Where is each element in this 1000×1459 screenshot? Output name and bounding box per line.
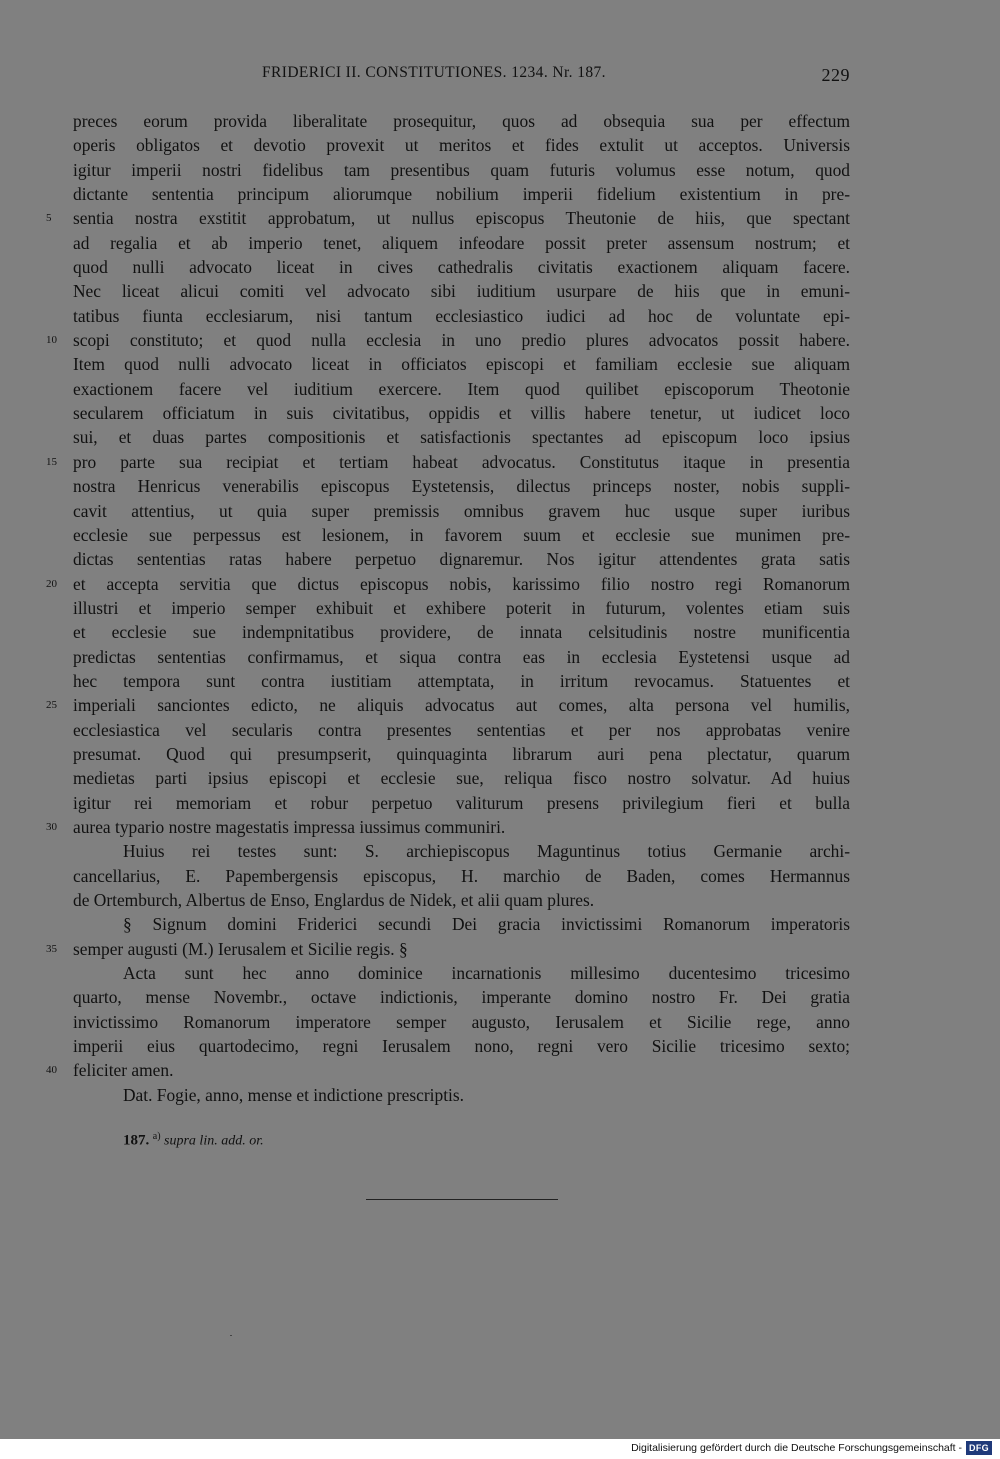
line-text: feliciter amen. bbox=[73, 1060, 174, 1081]
line-text: sentia nostra exstitit approbatum, ut nullus episcopus Theutonie de hiis, que spectant bbox=[73, 208, 850, 229]
line-number: 30 bbox=[46, 820, 57, 833]
text-line bbox=[46, 1058, 850, 1082]
text-line bbox=[73, 279, 850, 303]
text-line bbox=[73, 474, 850, 498]
line-text: nostra Henricus venerabilis episcopus Eystetensis, dilectus princeps noster, nobis suppli- bbox=[73, 476, 850, 497]
line-number: 40 bbox=[46, 1064, 57, 1077]
scan-speck bbox=[230, 1335, 232, 1336]
line-text: quod nulli advocato liceat in cives cathedralis civitatis exactionem aliquam facere. bbox=[73, 257, 850, 278]
text-line bbox=[73, 596, 850, 620]
line-text: exactionem facere vel iuditium exercere. Item quod quilibet episcoporum Theotonie bbox=[73, 378, 850, 399]
text-line bbox=[73, 255, 850, 279]
text-line bbox=[73, 766, 850, 790]
line-text: preces eorum provida liberalitate prosequitur, quos ad obsequia sua per effectum bbox=[73, 111, 850, 131]
text-line bbox=[46, 693, 850, 717]
text-line bbox=[73, 377, 850, 401]
text-line bbox=[73, 425, 850, 449]
text-line bbox=[73, 864, 850, 888]
footnote-text: supra lin. add. or. bbox=[164, 1133, 264, 1149]
text-line bbox=[73, 499, 850, 523]
line-text: operis obligatos et devotio provexit ut meritos et fides extulit ut acceptos. Universis bbox=[73, 135, 850, 156]
line-text: ecclesiastica vel secularis contra presentes sententias et per nos approbatas venire bbox=[73, 719, 850, 740]
text-line bbox=[73, 523, 850, 547]
line-text: ecclesie sue perpessus est lesionem, in favorem suum et ecclesie sue munimen pre- bbox=[73, 524, 850, 545]
text-line bbox=[73, 1083, 850, 1107]
footnote-mark: a) bbox=[152, 1131, 161, 1142]
footnote bbox=[123, 1131, 264, 1150]
text-line bbox=[73, 158, 850, 182]
line-text: illustri et imperio semper exhibuit et exhibere poterit in futurum, volentes etiam suis bbox=[73, 597, 850, 618]
line-text: predictas sententias confirmamus, et siqua contra eas in ecclesia Eystetensi usque ad bbox=[73, 646, 850, 667]
line-number: 20 bbox=[46, 577, 57, 590]
line-text: et ecclesie sue indempnitatibus providere, de innata celsitudinis nostre munificentia bbox=[73, 622, 850, 643]
line-text: pro parte sua recipiat et tertiam habeat advocatus. Constitutus itaque in presentia bbox=[73, 451, 850, 472]
text-line bbox=[73, 1034, 850, 1058]
line-text: tatibus fiunta ecclesiarum, nisi tantum ecclesiastico iudici ad hoc de voluntate epi- bbox=[73, 305, 850, 326]
line-text: imperiali sanciontes edicto, ne aliquis advocatus aut comes, alta persona vel humilis, bbox=[73, 695, 850, 716]
line-text: igitur imperii nostri fidelibus tam presentibus quam futuris volumus esse notum, quod bbox=[73, 159, 850, 180]
dfg-logo-icon: DFG bbox=[966, 1441, 992, 1455]
text-line bbox=[73, 231, 850, 255]
document-body bbox=[46, 109, 850, 1107]
line-text: hec tempora sunt contra iustitiam attemptata, in irritum revocamus. Statuentes et bbox=[73, 670, 850, 691]
line-text: cavit attentius, ut quia super premissis omnibus gravem huc usque super iuribus bbox=[73, 500, 850, 521]
line-text: scopi constituto; et quod nulla ecclesia in uno predio plures advocatos possit habere. bbox=[73, 330, 850, 351]
page-header bbox=[0, 64, 1000, 88]
text-line bbox=[73, 1010, 850, 1034]
line-number: 35 bbox=[46, 942, 57, 955]
text-line bbox=[73, 985, 850, 1009]
line-text: secularem officiatum in suis civitatibus, oppidis et villis habere tenetur, ut iudicet loco bbox=[73, 403, 850, 424]
line-text: quarto, mense Novembr., octave indictionis, imperante domino nostro Fr. Dei gratia bbox=[73, 987, 850, 1008]
footer-bar bbox=[0, 1439, 1000, 1459]
text-line bbox=[73, 133, 850, 157]
text-line bbox=[46, 328, 850, 352]
text-line bbox=[73, 839, 850, 863]
text-line bbox=[73, 401, 850, 425]
line-number: 10 bbox=[46, 334, 57, 347]
text-line bbox=[73, 645, 850, 669]
line-text: dictas sententias ratas habere perpetuo dignaremur. Nos igitur attendentes grata satis bbox=[73, 549, 850, 570]
text-line bbox=[73, 742, 850, 766]
text-line bbox=[73, 888, 850, 912]
text-line bbox=[46, 206, 850, 230]
text-line bbox=[73, 718, 850, 742]
text-line bbox=[73, 547, 850, 571]
running-title: FRIDERICI II. CONSTITUTIONES. 1234. Nr. 187. bbox=[262, 64, 606, 81]
line-text: sui, et duas partes compositionis et satisfactionis spectantes ad episcopum loco ipsius bbox=[73, 427, 850, 448]
line-number: 15 bbox=[46, 455, 57, 468]
line-number: 5 bbox=[46, 212, 52, 225]
text-line bbox=[73, 352, 850, 376]
line-text: semper augusti (M.) Ierusalem et Sicilie regis. § bbox=[73, 938, 408, 959]
line-text: § Signum domini Friderici secundi Dei gracia invictissimi Romanorum imperatoris bbox=[123, 914, 850, 935]
text-line bbox=[73, 961, 850, 985]
line-text: dictante sententia principum aliorumque nobilium imperii fidelium existentium in pre- bbox=[73, 184, 850, 205]
text-line bbox=[46, 815, 850, 839]
line-text: Huius rei testes sunt: S. archiepiscopus Maguntinus totius Germanie archi- bbox=[123, 841, 850, 862]
line-number: 25 bbox=[46, 699, 57, 712]
divider-rule bbox=[366, 1199, 558, 1200]
funding-credit: Digitalisierung gefördert durch die Deutsche Forschungsgemeinschaft - bbox=[631, 1442, 962, 1454]
text-line bbox=[46, 572, 850, 596]
footnote-number: 187. bbox=[123, 1132, 150, 1149]
line-text: aurea typario nostre magestatis impressa iussimus communiri. bbox=[73, 816, 506, 837]
line-text: invictissimo Romanorum imperatore semper augusto, Ierusalem et Sicilie rege, anno bbox=[73, 1011, 850, 1032]
text-line bbox=[46, 937, 850, 961]
text-line bbox=[73, 791, 850, 815]
text-line bbox=[73, 620, 850, 644]
text-line bbox=[73, 109, 850, 133]
line-text: Acta sunt hec anno dominice incarnationis millesimo ducentesimo tricesimo bbox=[123, 963, 850, 984]
text-line bbox=[46, 450, 850, 474]
line-text: cancellarius, E. Papembergensis episcopus, H. marchio de Baden, comes Hermannus bbox=[73, 865, 850, 886]
line-text: Dat. Fogie, anno, mense et indictione prescriptis. bbox=[123, 1084, 464, 1105]
line-text: Nec liceat alicui comiti vel advocato sibi iuditium usurpare de hiis que in emuni- bbox=[73, 281, 850, 302]
text-line bbox=[73, 182, 850, 206]
line-text: Item quod nulli advocato liceat in officiatos episcopi et familiam ecclesie sue aliquam bbox=[73, 354, 850, 375]
page-number: 229 bbox=[821, 65, 850, 85]
line-text: presumat. Quod qui presumpserit, quinquaginta librarum auri pena plectatur, quarum bbox=[73, 743, 850, 764]
line-text: medietas parti ipsius episcopi et ecclesie sue, reliqua fisco nostro solvatur. Ad huius bbox=[73, 768, 850, 789]
line-text: de Ortemburch, Albertus de Enso, Englardus de Nidek, et alii quam plures. bbox=[73, 890, 595, 910]
line-text: et accepta servitia que dictus episcopus nobis, karissimo filio nostro regi Romanorum bbox=[73, 573, 850, 594]
text-line bbox=[73, 669, 850, 693]
text-line bbox=[73, 912, 850, 936]
line-text: ad regalia et ab imperio tenet, aliquem infeodare possit preter assensum nostrum; et bbox=[73, 232, 850, 253]
line-text: igitur rei memoriam et robur perpetuo valiturum presens privilegium fieri et bulla bbox=[73, 792, 850, 813]
text-line bbox=[73, 304, 850, 328]
line-text: imperii eius quartodecimo, regni Ierusalem nono, regni vero Sicilie tricesimo sexto; bbox=[73, 1036, 850, 1057]
